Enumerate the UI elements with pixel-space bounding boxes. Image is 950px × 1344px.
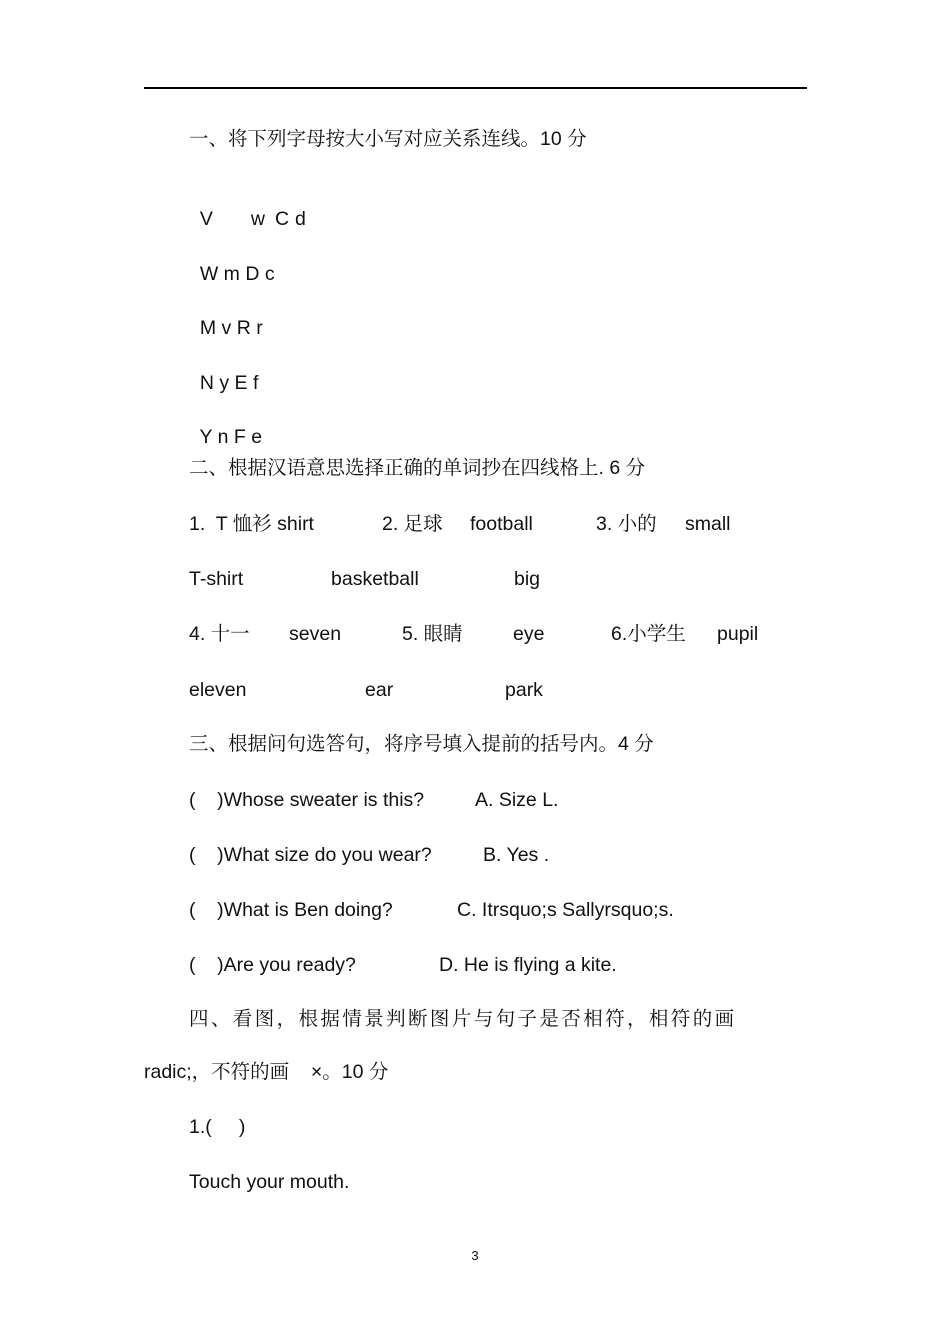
answer-option: C. Itrsquo;s Sallyrsquo;s. (457, 899, 674, 921)
letter: R (236, 317, 251, 339)
vocab-cell: 4. 十一 (189, 623, 250, 645)
vocab-cell: 1. T 恤衫 shirt (189, 513, 314, 535)
letter: M (199, 317, 217, 339)
letter: m (223, 263, 240, 285)
letters-row-5 (189, 401, 262, 449)
letter: n (217, 426, 229, 448)
section1-title: 一、将下列字母按大小写对应关系连线。10 分 (189, 128, 587, 150)
vocab-cell: eleven (189, 679, 247, 701)
answer-option: B. Yes . (483, 844, 550, 866)
letter: e (251, 426, 263, 448)
letters-row-1 (189, 183, 306, 231)
letter: D (245, 263, 260, 285)
letter: v (221, 317, 232, 339)
vocab-cell: 6.小学生 (611, 623, 686, 645)
section3-title: 三、根据问句选答句，将序号填入提前的括号内。4 分 (189, 733, 654, 755)
section4-title-continued: radic;，不符的画 ×。10 分 (144, 1061, 389, 1083)
question-text: ( )What size do you wear? (189, 844, 432, 866)
letter: c (264, 263, 275, 285)
vocab-cell: 3. 小的 (596, 513, 657, 535)
section2-title: 二、根据汉语意思选择正确的单词抄在四线格上. 6 分 (189, 457, 646, 479)
letter: N (199, 372, 214, 394)
answer-option: A. Size L. (475, 789, 559, 811)
vocab-cell: 2. 足球 (382, 513, 443, 535)
letters-row-3 (189, 292, 263, 340)
question-text: ( )Whose sweater is this? (189, 789, 425, 811)
page-number: 3 (471, 1248, 479, 1263)
letter: w (250, 208, 265, 230)
letter: d (295, 208, 306, 230)
item-number: 1.( ) (189, 1116, 246, 1138)
vocab-cell: seven (289, 623, 342, 645)
letter: C (274, 208, 290, 230)
vocab-cell: basketball (331, 568, 419, 590)
vocab-cell: ear (365, 679, 394, 701)
vocab-cell: pupil (717, 623, 759, 645)
letters-row-2 (189, 238, 275, 286)
vocab-cell: T-shirt (189, 568, 244, 590)
header-rule (144, 87, 807, 89)
letter: V (199, 208, 213, 230)
letter: Y (199, 426, 213, 448)
letter: r (256, 317, 263, 339)
letter: W (199, 263, 219, 285)
question-text: ( )What is Ben doing? (189, 899, 393, 921)
vocab-cell: small (685, 513, 731, 535)
letters-row-4 (189, 347, 258, 395)
letter: F (233, 426, 246, 448)
answer-option: D. He is flying a kite. (439, 954, 617, 976)
vocab-cell: eye (513, 623, 545, 645)
section4-title: 四、看图，根据情景判断图片与句子是否相符，相符的画 (189, 1008, 737, 1030)
vocab-cell: 5. 眼睛 (402, 623, 463, 645)
letter: E (234, 372, 248, 394)
item-sentence: Touch your mouth. (189, 1171, 350, 1193)
vocab-cell: park (505, 679, 543, 701)
letter: y (219, 372, 230, 394)
vocab-cell: big (514, 568, 541, 590)
vocab-cell: football (470, 513, 533, 535)
letter: f (252, 372, 259, 394)
question-text: ( )Are you ready? (189, 954, 356, 976)
